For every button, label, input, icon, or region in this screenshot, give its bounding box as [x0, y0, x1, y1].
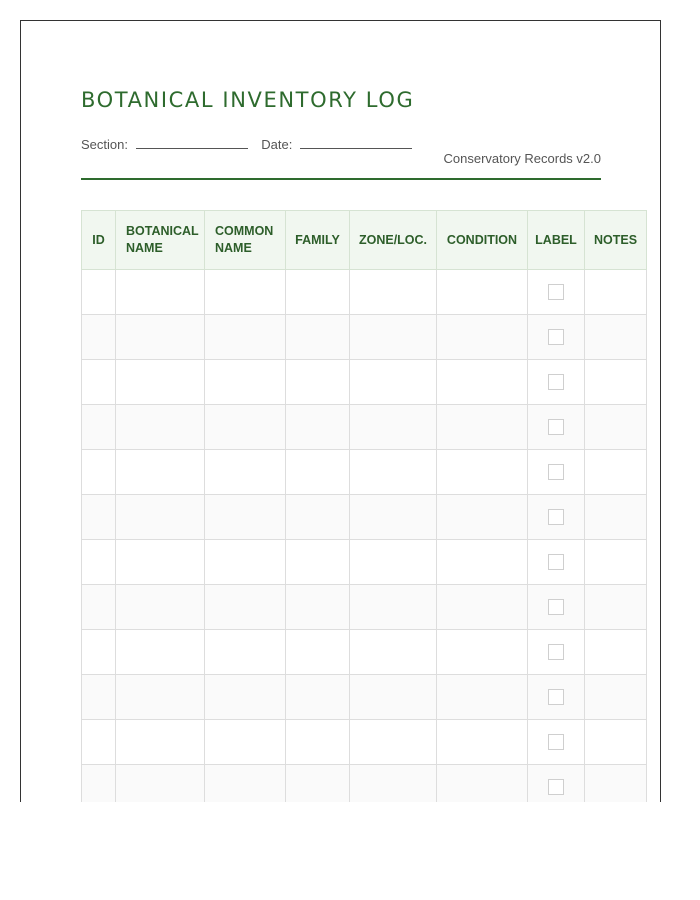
section-blank-line[interactable]: [136, 138, 248, 149]
cell-notes[interactable]: [585, 540, 647, 585]
cell-notes[interactable]: [585, 675, 647, 720]
cell-condition[interactable]: [437, 765, 528, 803]
section-label: Section:: [81, 137, 128, 152]
cell-notes[interactable]: [585, 585, 647, 630]
column-header-notes: NOTES: [585, 211, 647, 270]
cell-label: [528, 315, 585, 360]
cell-family[interactable]: [286, 675, 350, 720]
cell-botanical-name[interactable]: [116, 360, 205, 405]
cell-family[interactable]: [286, 450, 350, 495]
table-row: [82, 765, 647, 803]
cell-zone[interactable]: [350, 720, 437, 765]
cell-common-name[interactable]: [205, 360, 286, 405]
cell-family[interactable]: [286, 405, 350, 450]
cell-label: [528, 360, 585, 405]
cell-zone[interactable]: [350, 405, 437, 450]
cell-id[interactable]: [82, 315, 116, 360]
table-row: [82, 360, 647, 405]
label-checkbox[interactable]: [548, 419, 564, 435]
table-row: [82, 315, 647, 360]
date-label: Date:: [261, 137, 293, 152]
cell-common-name[interactable]: [205, 585, 286, 630]
cell-label: [528, 585, 585, 630]
table-row: [82, 450, 647, 495]
cell-common-name[interactable]: [205, 495, 286, 540]
cell-id[interactable]: [82, 450, 116, 495]
cell-common-name[interactable]: [205, 270, 286, 315]
cell-id[interactable]: [82, 540, 116, 585]
cell-family[interactable]: [286, 315, 350, 360]
label-checkbox[interactable]: [548, 374, 564, 390]
cell-label: [528, 450, 585, 495]
label-checkbox[interactable]: [548, 644, 564, 660]
label-checkbox[interactable]: [548, 599, 564, 615]
cell-id[interactable]: [82, 765, 116, 803]
table-row: [82, 540, 647, 585]
table-row: [82, 270, 647, 315]
cell-family[interactable]: [286, 360, 350, 405]
cell-zone[interactable]: [350, 360, 437, 405]
form-page: [20, 20, 661, 802]
cell-botanical-name[interactable]: [116, 450, 205, 495]
cell-family[interactable]: [286, 495, 350, 540]
cell-notes[interactable]: [585, 270, 647, 315]
cell-notes[interactable]: [585, 630, 647, 675]
cell-label: [528, 270, 585, 315]
cell-zone[interactable]: [350, 540, 437, 585]
cell-condition[interactable]: [437, 360, 528, 405]
cell-condition[interactable]: [437, 675, 528, 720]
label-checkbox[interactable]: [548, 464, 564, 480]
table-row: [82, 720, 647, 765]
cell-id[interactable]: [82, 270, 116, 315]
cell-zone[interactable]: [350, 675, 437, 720]
cell-condition[interactable]: [437, 450, 528, 495]
cell-common-name[interactable]: [205, 630, 286, 675]
table-body: [82, 270, 647, 803]
cell-id[interactable]: [82, 675, 116, 720]
cell-botanical-name[interactable]: [116, 540, 205, 585]
cell-label: [528, 540, 585, 585]
date-blank-line[interactable]: [300, 138, 412, 149]
cell-id[interactable]: [82, 405, 116, 450]
label-checkbox[interactable]: [548, 734, 564, 750]
cell-common-name[interactable]: [205, 720, 286, 765]
cell-label: [528, 495, 585, 540]
cell-botanical-name[interactable]: [116, 720, 205, 765]
cell-label: [528, 630, 585, 675]
cell-notes[interactable]: [585, 720, 647, 765]
label-checkbox[interactable]: [548, 689, 564, 705]
cell-botanical-name[interactable]: [116, 765, 205, 803]
cell-notes[interactable]: [585, 495, 647, 540]
table-row: [82, 405, 647, 450]
header-divider: [81, 178, 601, 180]
cell-family[interactable]: [286, 540, 350, 585]
table-row: [82, 675, 647, 720]
cell-zone[interactable]: [350, 450, 437, 495]
cell-zone[interactable]: [350, 585, 437, 630]
column-header-botanical-name: BOTANICAL NAME: [116, 211, 205, 270]
cell-zone[interactable]: [350, 270, 437, 315]
table-header-row: [82, 211, 647, 270]
cell-condition[interactable]: [437, 630, 528, 675]
cell-common-name[interactable]: [205, 765, 286, 803]
cell-notes[interactable]: [585, 450, 647, 495]
cell-zone[interactable]: [350, 495, 437, 540]
cell-botanical-name[interactable]: [116, 630, 205, 675]
cell-notes[interactable]: [585, 765, 647, 803]
cell-notes[interactable]: [585, 405, 647, 450]
label-checkbox[interactable]: [548, 509, 564, 525]
column-header-zone: ZONE/LOC.: [350, 211, 437, 270]
cell-botanical-name[interactable]: [116, 270, 205, 315]
column-header-label: LABEL: [528, 211, 585, 270]
label-checkbox[interactable]: [548, 329, 564, 345]
cell-label: [528, 675, 585, 720]
column-header-family: FAMILY: [286, 211, 350, 270]
cell-condition[interactable]: [437, 540, 528, 585]
cell-notes[interactable]: [585, 315, 647, 360]
cell-family[interactable]: [286, 630, 350, 675]
cell-common-name[interactable]: [205, 315, 286, 360]
label-checkbox[interactable]: [548, 284, 564, 300]
cell-label: [528, 765, 585, 803]
records-version: Conservatory Records v2.0: [443, 151, 601, 166]
cell-condition[interactable]: [437, 495, 528, 540]
cell-id[interactable]: [82, 360, 116, 405]
cell-common-name[interactable]: [205, 450, 286, 495]
form-meta-fields: [81, 137, 422, 152]
cell-condition[interactable]: [437, 405, 528, 450]
cell-id[interactable]: [82, 495, 116, 540]
cell-condition[interactable]: [437, 585, 528, 630]
cell-condition[interactable]: [437, 720, 528, 765]
cell-botanical-name[interactable]: [116, 495, 205, 540]
cell-botanical-name[interactable]: [116, 675, 205, 720]
label-checkbox[interactable]: [548, 779, 564, 795]
cell-label: [528, 405, 585, 450]
inventory-table: [81, 210, 647, 802]
column-header-id: ID: [82, 211, 116, 270]
cell-id[interactable]: [82, 630, 116, 675]
cell-botanical-name[interactable]: [116, 405, 205, 450]
cell-family[interactable]: [286, 585, 350, 630]
cell-id[interactable]: [82, 720, 116, 765]
label-checkbox[interactable]: [548, 554, 564, 570]
cell-botanical-name[interactable]: [116, 585, 205, 630]
cell-common-name[interactable]: [205, 405, 286, 450]
cell-botanical-name[interactable]: [116, 315, 205, 360]
form-title: BOTANICAL INVENTORY LOG: [81, 88, 415, 112]
cell-family[interactable]: [286, 765, 350, 803]
cell-label: [528, 720, 585, 765]
cell-condition[interactable]: [437, 315, 528, 360]
cell-notes[interactable]: [585, 360, 647, 405]
column-header-common-name: COMMON NAME: [205, 211, 286, 270]
column-header-condition: CONDITION: [437, 211, 528, 270]
table-row: [82, 585, 647, 630]
cell-zone[interactable]: [350, 630, 437, 675]
cell-common-name[interactable]: [205, 540, 286, 585]
cell-zone[interactable]: [350, 765, 437, 803]
table-row: [82, 630, 647, 675]
cell-family[interactable]: [286, 720, 350, 765]
cell-id[interactable]: [82, 585, 116, 630]
cell-common-name[interactable]: [205, 675, 286, 720]
cell-condition[interactable]: [437, 270, 528, 315]
table-row: [82, 495, 647, 540]
cell-family[interactable]: [286, 270, 350, 315]
cell-zone[interactable]: [350, 315, 437, 360]
